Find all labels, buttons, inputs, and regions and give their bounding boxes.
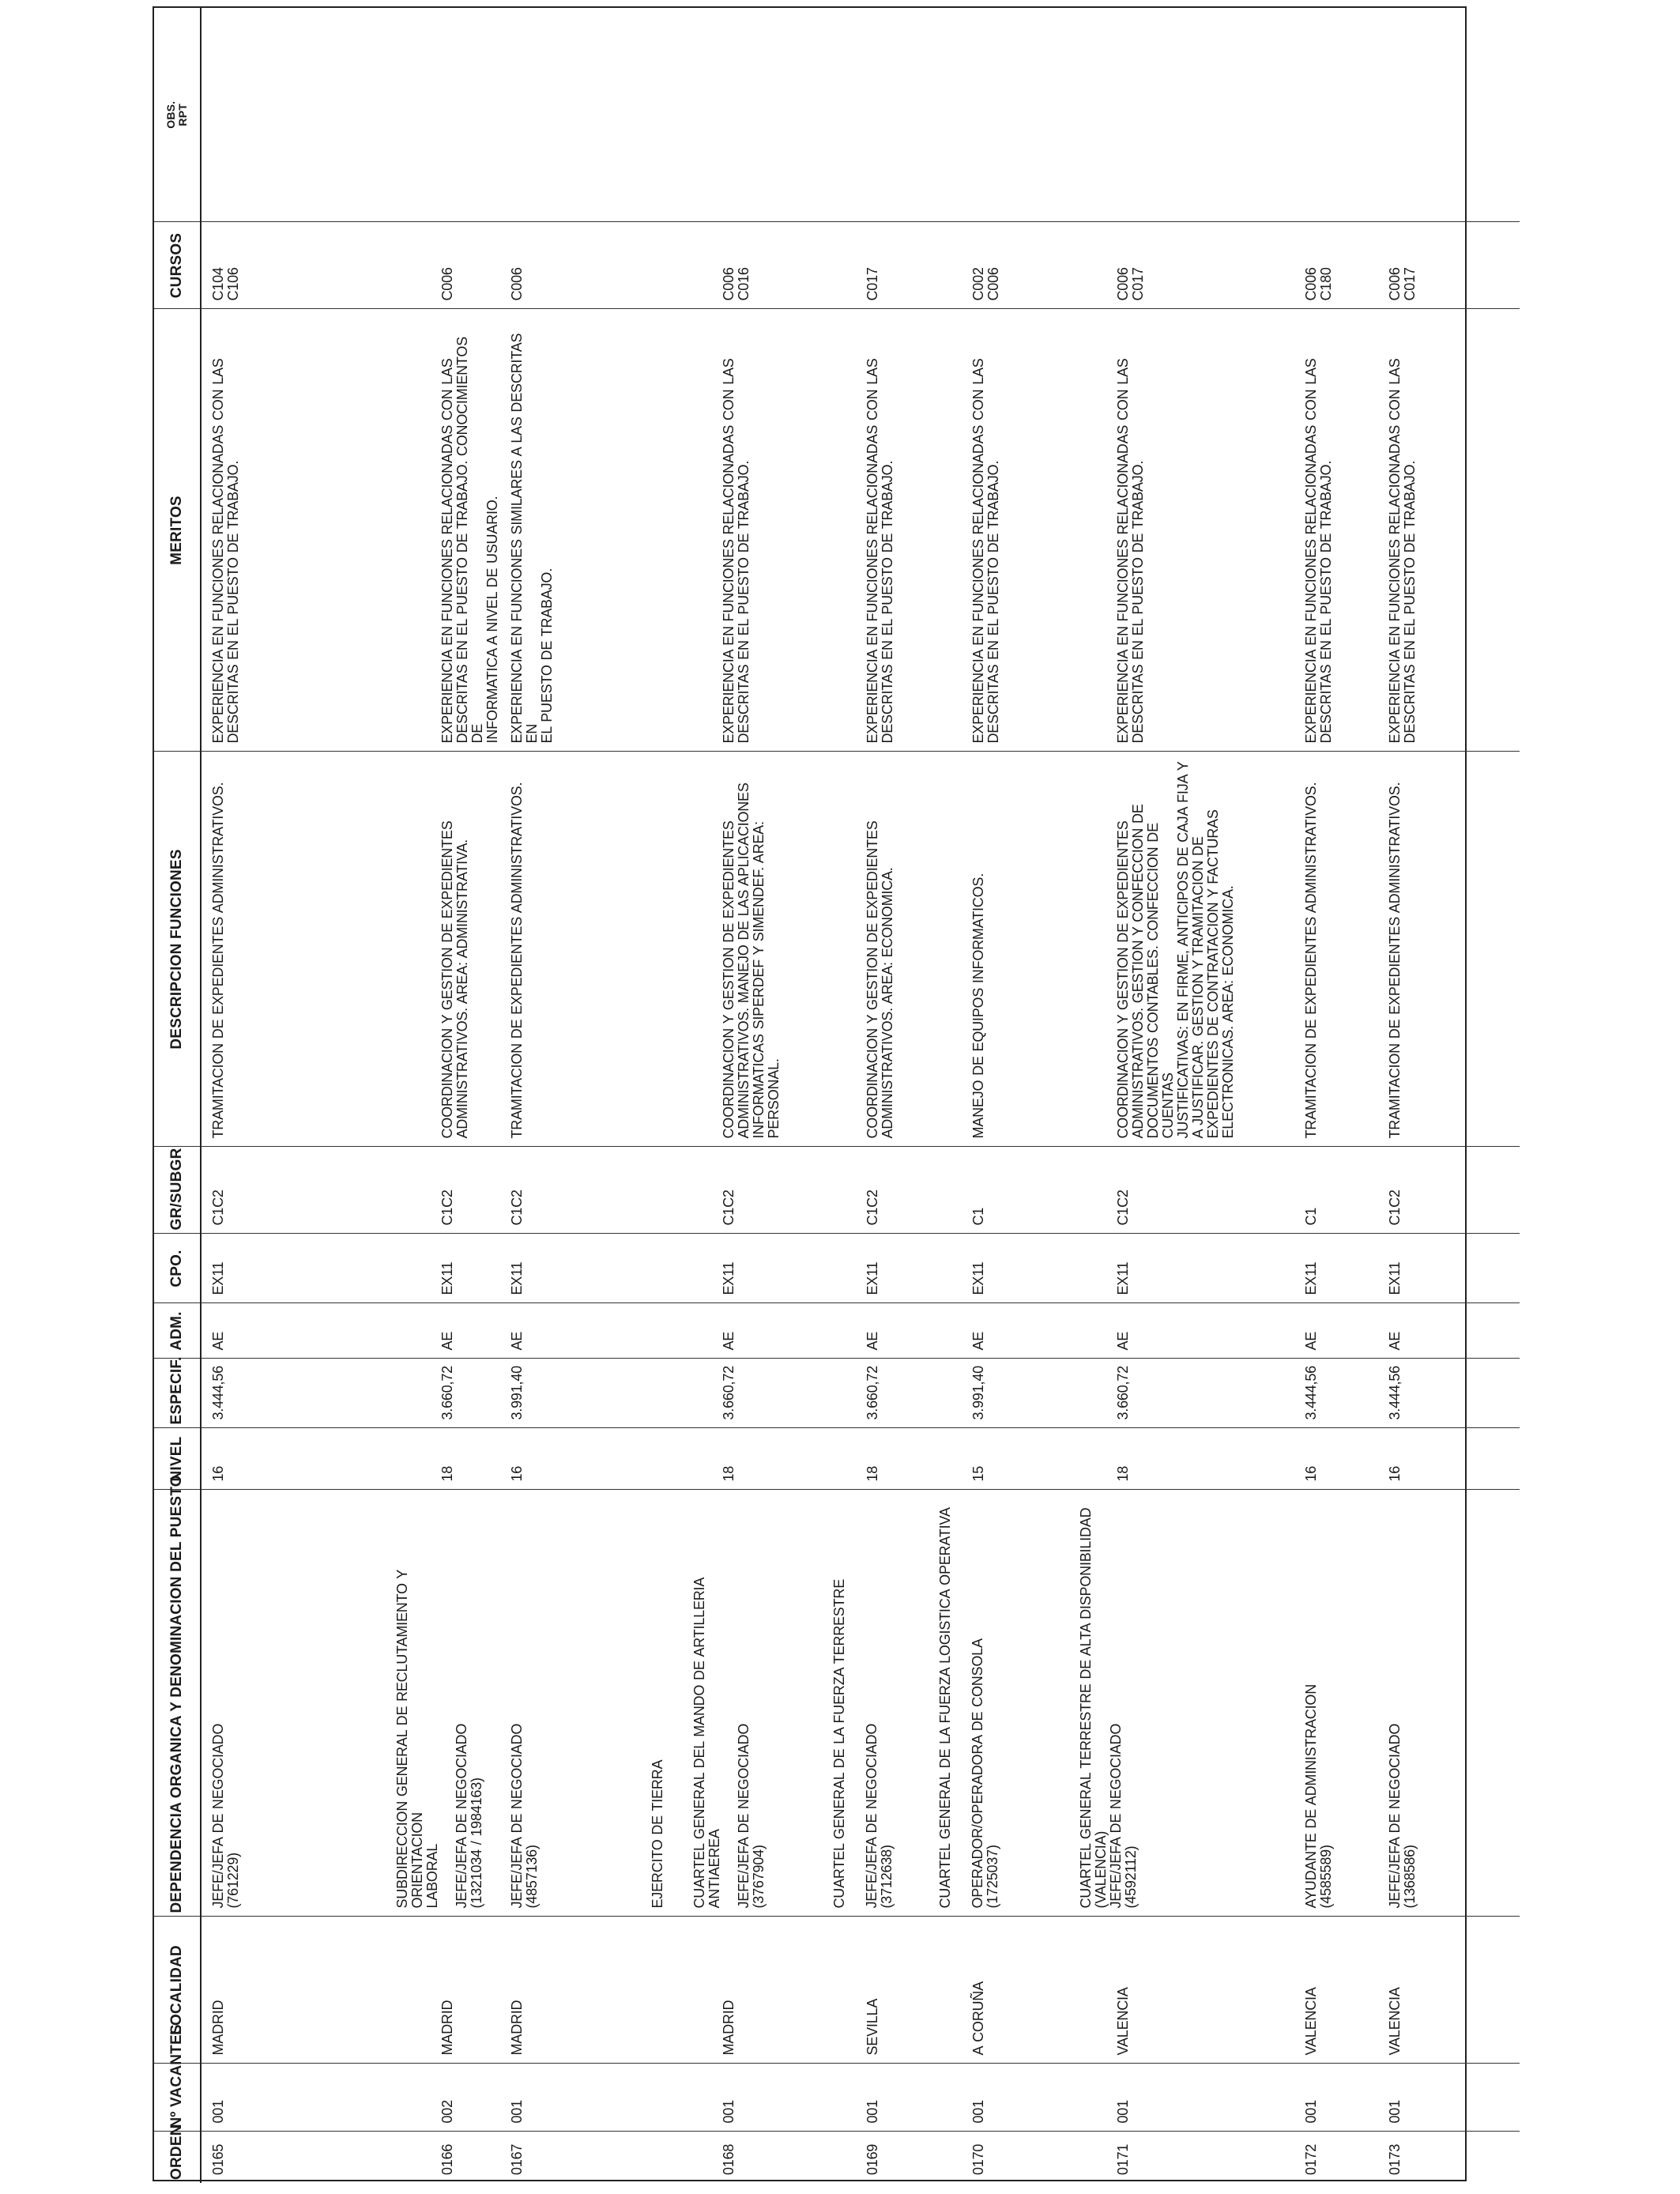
table-row	[341, 8, 500, 2183]
header-cpo: CPO.	[154, 1234, 201, 1303]
puesto-name: JEFE/JEFA DE NEGOCIADO	[1387, 1723, 1403, 1909]
cell-obs	[932, 8, 1072, 222]
cell-grsubgr: C1	[1236, 1147, 1377, 1234]
cell-meritos: EXPERIENCIA EN FUNCIONES RELACIONADAS CON LAS DESCRITAS EN EL PUESTO DE TRABAJO.	[1377, 309, 1520, 752]
dependencia-header: CUARTEL GENERAL DE LA FUERZA TERRESTRE	[831, 1578, 847, 1909]
cell-cursos: C006 C017	[1377, 222, 1520, 309]
puesto-name: OPERADOR/OPERADORA DE CONSOLA	[970, 1638, 985, 1909]
cell-cpo: EX11	[201, 1234, 341, 1303]
cell-nivel: 16	[500, 1428, 641, 1490]
cell-orden: 0167	[509, 2143, 525, 2175]
table-row	[1377, 8, 1520, 2183]
cell-adm: AE	[500, 1303, 641, 1359]
cell-cursos: C006	[500, 222, 641, 309]
cell-meritos: EXPERIENCIA EN FUNCIONES RELACIONADAS CON LAS DESCRITAS EN EL PUESTO DE TRABAJO.	[201, 309, 341, 752]
cell-vacantes: 001	[791, 2064, 932, 2132]
cell-nivel: 18	[791, 1428, 932, 1490]
dependencia-header-cont: (VALENCIA)	[1093, 1830, 1109, 1909]
puesto-name: JEFE/JEFA DE NEGOCIADO	[1108, 1723, 1124, 1909]
puesto-code: (1321034 / 1984163)	[469, 1777, 484, 1909]
cell-funciones: TRAMITACION DE EXPEDIENTES ADMINISTRATIVOS.	[201, 752, 341, 1147]
cell-adm: AE	[1072, 1303, 1236, 1359]
puesto-code: (761229)	[225, 1853, 241, 1909]
dependencia-header: CUARTEL GENERAL DE LA FUERZA LOGISTICA OPERATIVA	[937, 1507, 953, 1909]
cell-vacantes: 001	[1236, 2064, 1377, 2132]
cell-vacantes: 001	[201, 2064, 341, 2132]
cell-adm: AE	[641, 1303, 791, 1359]
header-orden: ORDEN	[154, 2132, 201, 2183]
header-nivel: NIVEL	[154, 1428, 201, 1490]
cell-vacantes: 001	[641, 2064, 791, 2132]
cell-orden: 0171	[1115, 2143, 1131, 2175]
cell-orden: 0169	[864, 2143, 880, 2175]
cell-obs	[500, 8, 641, 222]
header-funciones: DESCRIPCION FUNCIONES	[154, 752, 201, 1147]
cell-meritos: EXPERIENCIA EN FUNCIONES RELACIONADAS CON LAS DESCRITAS EN EL PUESTO DE TRABAJO.	[791, 309, 932, 752]
table-row	[932, 8, 1072, 2183]
cell-localidad: MADRID	[341, 1917, 500, 2064]
puesto-name: JEFE/JEFA DE NEGOCIADO	[864, 1723, 880, 1909]
cell-obs	[791, 8, 932, 222]
header-especif: ESPECIF.	[154, 1359, 201, 1428]
puesto-name: AYUDANTE DE ADMINISTRACION	[1303, 1684, 1319, 1909]
cell-adm: AE	[1377, 1303, 1520, 1359]
cell-localidad: MADRID	[500, 1917, 641, 2064]
cell-cpo: EX11	[641, 1234, 791, 1303]
cell-dependencia	[641, 1490, 791, 1917]
cell-localidad: VALENCIA	[1377, 1917, 1520, 2064]
cell-especif: 3.660,72	[341, 1359, 500, 1428]
puesto-name: JEFE/JEFA DE NEGOCIADO	[509, 1723, 525, 1909]
table-row	[791, 8, 932, 2183]
cell-orden: 0165	[210, 2143, 226, 2175]
cell-meritos: EXPERIENCIA EN FUNCIONES RELACIONADAS CON LAS DESCRITAS EN EL PUESTO DE TRABAJO. CONOCIMIENTOS DE INFORMATICA A NIVEL DE USUARIO.	[341, 309, 500, 752]
cell-obs	[201, 8, 341, 222]
cell-funciones: MANEJO DE EQUIPOS INFORMATICOS.	[932, 752, 1072, 1147]
cell-especif: 3.991,40	[500, 1359, 641, 1428]
cell-adm: AE	[932, 1303, 1072, 1359]
cell-grsubgr: C1C2	[341, 1147, 500, 1234]
cell-especif: 3.444,56	[201, 1359, 341, 1428]
cell-grsubgr: C1C2	[641, 1147, 791, 1234]
cell-funciones: TRAMITACION DE EXPEDIENTES ADMINISTRATIVOS.	[1377, 752, 1520, 1147]
cell-meritos: EXPERIENCIA EN FUNCIONES RELACIONADAS CON LAS DESCRITAS EN EL PUESTO DE TRABAJO.	[641, 309, 791, 752]
cell-nivel: 16	[1377, 1428, 1520, 1490]
cell-grsubgr: C1C2	[1377, 1147, 1520, 1234]
dependencia-subheader: CUARTEL GENERAL DEL MANDO DE ARTILLERIA ANTIAEREA	[691, 1578, 722, 1909]
cell-dependencia	[1236, 1490, 1377, 1917]
header-cursos: CURSOS	[154, 222, 201, 309]
cell-orden: 0173	[1387, 2143, 1403, 2175]
cell-cursos: C006	[341, 222, 500, 309]
cell-orden: 0172	[1303, 2143, 1319, 2175]
header-obs-rpt: OBS. RPT	[154, 8, 201, 222]
cell-obs	[1377, 8, 1520, 222]
puesto-code: (4585589)	[1318, 1845, 1334, 1909]
header-row	[154, 8, 201, 2183]
cell-orden: 0170	[970, 2143, 986, 2175]
puesto-name: JEFE/JEFA DE NEGOCIADO	[210, 1723, 226, 1909]
dependencia-header: SUBDIRECCION GENERAL DE RECLUTAMIENTO Y ORIENTACION	[394, 1570, 425, 1909]
cell-orden: 0168	[721, 2143, 736, 2175]
puesto-code: (3767904)	[751, 1845, 767, 1909]
cell-adm: AE	[1236, 1303, 1377, 1359]
header-localidad: LOCALIDAD	[154, 1917, 201, 2064]
document-frame	[153, 6, 1467, 2181]
cell-especif: 3.660,72	[641, 1359, 791, 1428]
cell-nivel: 15	[932, 1428, 1072, 1490]
table-row	[1072, 8, 1236, 2183]
vacancies-table	[154, 8, 1520, 2183]
cell-especif: 3.444,56	[1236, 1359, 1377, 1428]
cell-dependencia	[341, 1490, 500, 1917]
cell-dependencia	[500, 1490, 641, 1917]
cell-localidad: VALENCIA	[1072, 1917, 1236, 2064]
cell-cursos: C002 C006	[932, 222, 1072, 309]
header-adm: ADM.	[154, 1303, 201, 1359]
puesto-name: JEFE/JEFA DE NEGOCIADO	[454, 1723, 469, 1909]
cell-especif: 3.444,56	[1377, 1359, 1520, 1428]
cell-cpo: EX11	[791, 1234, 932, 1303]
dependencia-header: EJERCITO DE TIERRA	[650, 1759, 665, 1909]
cell-obs	[1236, 8, 1377, 222]
table-row	[1236, 8, 1377, 2183]
cell-funciones: TRAMITACION DE EXPEDIENTES ADMINISTRATIVOS.	[1236, 752, 1377, 1147]
cell-adm: AE	[341, 1303, 500, 1359]
cell-meritos: EXPERIENCIA EN FUNCIONES RELACIONADAS CON LAS DESCRITAS EN EL PUESTO DE TRABAJO.	[1072, 309, 1236, 752]
cell-meritos: EXPERIENCIA EN FUNCIONES RELACIONADAS CON LAS DESCRITAS EN EL PUESTO DE TRABAJO.	[1236, 309, 1377, 752]
cell-grsubgr: C1C2	[500, 1147, 641, 1234]
header-dependencia: DEPENDENCIA ORGANICA Y DENOMINACION DEL PUESTO	[154, 1490, 201, 1917]
cell-vacantes: 001	[1377, 2064, 1520, 2132]
cell-obs	[641, 8, 791, 222]
header-grsubgr: GR/SUBGR	[154, 1147, 201, 1234]
table-row	[201, 8, 341, 2183]
cell-adm: AE	[791, 1303, 932, 1359]
cell-dependencia	[1072, 1490, 1236, 1917]
cell-nivel: 16	[1236, 1428, 1377, 1490]
cell-cursos: C104 C106	[201, 222, 341, 309]
cell-meritos: EXPERIENCIA EN FUNCIONES RELACIONADAS CON LAS DESCRITAS EN EL PUESTO DE TRABAJO.	[932, 309, 1072, 752]
dependencia-header: CUARTEL GENERAL TERRESTRE DE ALTA DISPONIBILIDAD	[1078, 1507, 1094, 1909]
cell-dependencia	[201, 1490, 341, 1917]
cell-dependencia	[791, 1490, 932, 1917]
cell-funciones: COORDINACION Y GESTION DE EXPEDIENTES ADMINISTRATIVOS. GESTION Y CONFECCION DE DOCUMENTOS CONTABLES. CONFECCION DE CUENTAS JUSTIFICATIVAS: EN FIRME, ANTICIPOS DE CAJA FIJA Y A JUSTIFICAR. GESTION Y TRAMITACION DE EXPEDIENTES DE CONTRATACION Y FACTURAS ELECTRONICAS. AREA: ECONOMICA.	[1072, 752, 1236, 1147]
puesto-code: (3712638)	[879, 1845, 895, 1909]
cell-cpo: EX11	[1377, 1234, 1520, 1303]
cell-funciones: TRAMITACION DE EXPEDIENTES ADMINISTRATIVOS.	[500, 752, 641, 1147]
cell-meritos: EXPERIENCIA EN FUNCIONES SIMILARES A LAS DESCRITAS EN EL PUESTO DE TRABAJO.	[500, 309, 641, 752]
puesto-code: (1725037)	[985, 1845, 1000, 1909]
cell-nivel: 18	[1072, 1428, 1236, 1490]
cell-cpo: EX11	[932, 1234, 1072, 1303]
puesto-name: JEFE/JEFA DE NEGOCIADO	[736, 1723, 751, 1909]
cell-cpo: EX11	[500, 1234, 641, 1303]
cell-funciones: COORDINACION Y GESTION DE EXPEDIENTES ADMINISTRATIVOS. MANEJO DE LAS APLICACIONES INFORMATICAS SIPERDEF Y SIMENDEF. AREA: PERSONAL.	[641, 752, 791, 1147]
header-meritos: MERITOS	[154, 309, 201, 752]
cell-nivel: 18	[641, 1428, 791, 1490]
puesto-code: (1368586)	[1402, 1845, 1418, 1909]
cell-nivel: 16	[201, 1428, 341, 1490]
cell-grsubgr: C1C2	[201, 1147, 341, 1234]
dependencia-header-cont: LABORAL	[424, 1843, 440, 1909]
cell-cpo: EX11	[1072, 1234, 1236, 1303]
cell-vacantes: 001	[932, 2064, 1072, 2132]
table-row	[641, 8, 791, 2183]
cell-cursos: C017	[791, 222, 932, 309]
cell-localidad: VALENCIA	[1236, 1917, 1377, 2064]
cell-obs	[341, 8, 500, 222]
cell-dependencia	[932, 1490, 1072, 1917]
cell-adm: AE	[201, 1303, 341, 1359]
cell-obs	[1072, 8, 1236, 222]
header-vacantes: Nº VACANTES	[154, 2064, 201, 2132]
cell-cursos: C006 C017	[1072, 222, 1236, 309]
cell-localidad: SEVILLA	[791, 1917, 932, 2064]
cell-nivel: 18	[341, 1428, 500, 1490]
rotated-page	[154, 8, 1468, 2183]
cell-cpo: EX11	[341, 1234, 500, 1303]
table-row	[500, 8, 641, 2183]
cell-grsubgr: C1C2	[1072, 1147, 1236, 1234]
puesto-code: (4592112)	[1123, 1845, 1139, 1909]
puesto-code: (4857136)	[524, 1845, 540, 1909]
cell-grsubgr: C1C2	[791, 1147, 932, 1234]
cell-funciones: COORDINACION Y GESTION DE EXPEDIENTES ADMINISTRATIVOS. AREA: ADMINISTRATIVA.	[341, 752, 500, 1147]
cell-vacantes: 001	[1072, 2064, 1236, 2132]
cell-cpo: EX11	[1236, 1234, 1377, 1303]
cell-dependencia	[1377, 1490, 1520, 1917]
cell-vacantes: 002	[341, 2064, 500, 2132]
cell-localidad: A CORUÑA	[932, 1917, 1072, 2064]
cell-localidad: MADRID	[641, 1917, 791, 2064]
cell-especif: 3.660,72	[1072, 1359, 1236, 1428]
cell-vacantes: 001	[500, 2064, 641, 2132]
cell-funciones: COORDINACION Y GESTION DE EXPEDIENTES ADMINISTRATIVOS. AREA: ECONOMICA.	[791, 752, 932, 1147]
cell-especif: 3.991,40	[932, 1359, 1072, 1428]
cell-cursos: C006 C016	[641, 222, 791, 309]
cell-orden: 0166	[439, 2143, 455, 2175]
cell-grsubgr: C1	[932, 1147, 1072, 1234]
cell-localidad: MADRID	[201, 1917, 341, 2064]
cell-cursos: C006 C180	[1236, 222, 1377, 309]
cell-especif: 3.660,72	[791, 1359, 932, 1428]
